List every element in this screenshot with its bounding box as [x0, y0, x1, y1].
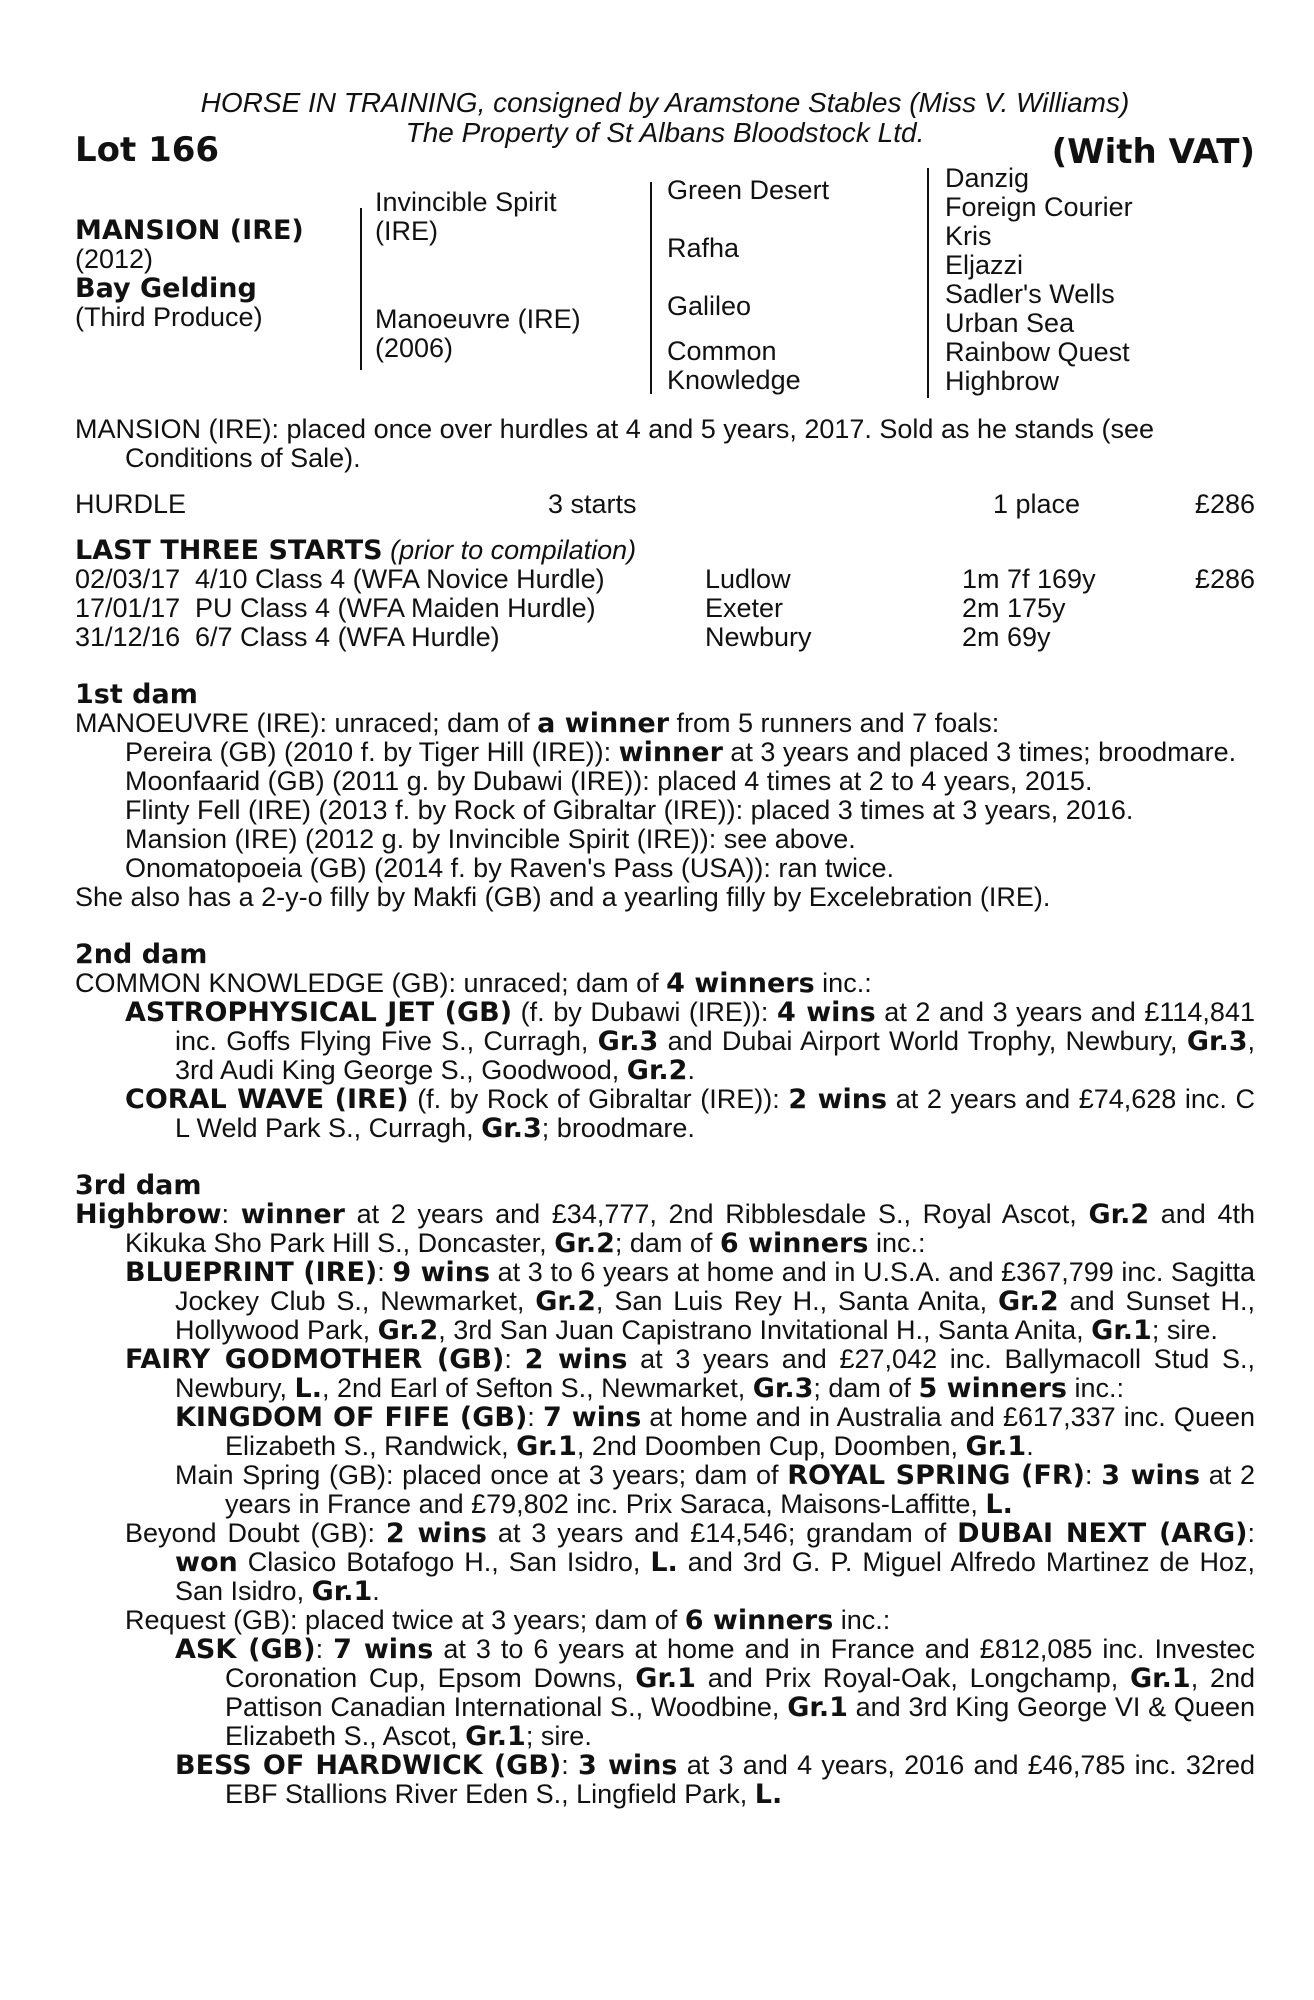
start-prize: £286: [1194, 564, 1255, 594]
produce-pereira: Pereira (GB) (2010 f. by Tiger Hill (IRE)): winner at 3 years and placed 3 times; broodmare.: [125, 737, 1237, 768]
produce-request: Request (GB): placed twice at 3 years; dam of 6 winners inc.:: [125, 1605, 891, 1636]
horse-year: (2012): [75, 244, 154, 274]
gen4-7: Rainbow Quest: [945, 337, 1130, 367]
lot-number: Lot 166: [75, 130, 220, 170]
produce-blueprint: BLUEPRINT (IRE): 9 wins at 3 to 6 years at home and in U.S.A. and £367,799 inc. Sagitta Jockey Club S., Newmarket, Gr.2, San Luis Rey H., Santa Anita, Gr.2 and Sunset H., Hollywood Park, Gr.2, 3rd San Juan Capistrano Invitational H., Santa Anita, Gr.1; sire.: [125, 1257, 1255, 1346]
pedigree-horse: [75, 216, 304, 332]
produce-onomatopoeia: Onomatopoeia (GB) (2014 f. by Raven's Pass (USA)): ran twice.: [125, 853, 894, 883]
third-dam-intro: Highbrow: winner at 2 years and £34,777, 2nd Ribblesdale S., Royal Ascot, Gr.2 and 4th Kikuka Sho Park Hill S., Doncaster, Gr.2; dam of 6 winners inc.:: [75, 1199, 1255, 1259]
dam-year: (2006): [375, 333, 454, 363]
produce-beyond-doubt: Beyond Doubt (GB): 2 wins at 3 years and £14,546; grandam of DUBAI NEXT (ARG): won Clasico Botafogo H., San Isidro, L. and 3rd G. P. Miguel Alfredo Martinez de Hoz, San Isidro, Gr.1.: [125, 1518, 1255, 1607]
pedigree-divider-2: [650, 182, 652, 394]
summary-line-1: MANSION (IRE): placed once over hurdles at 4 and 5 years, 2017. Sold as he stands (see: [75, 414, 1155, 444]
start-course: Newbury: [705, 622, 812, 652]
catalogue-page: [75, 88, 1255, 1809]
last-starts-note: (prior to compilation): [390, 535, 637, 565]
horse-sex: Bay Gelding: [75, 273, 257, 304]
gen4-1: Danzig: [945, 163, 1030, 193]
property-line: The Property of St Albans Bloodstock Ltd.: [405, 117, 925, 148]
horse-produce: (Third Produce): [75, 302, 263, 332]
last-starts-title: LAST THREE STARTS: [75, 535, 383, 566]
dam-name: Manoeuvre (IRE): [375, 304, 581, 334]
start-row: [75, 594, 1255, 623]
gen4-2: Foreign Courier: [945, 192, 1133, 222]
produce-flinty-fell: Flinty Fell (IRE) (2013 f. by Rock of Gibraltar (IRE)): placed 3 times at 3 years, 2016.: [125, 795, 1134, 825]
race-record: [75, 490, 1255, 519]
produce-astrophysical-jet: ASTROPHYSICAL JET (GB) (f. by Dubawi (IRE)): 4 wins at 2 and 3 years and £114,841 inc. Goffs Flying Five S., Curragh, Gr.3 and Dubai Airport World Trophy, Newbury, Gr.3, 3rd Audi King George S., Goodwood, Gr.2.: [125, 997, 1255, 1086]
produce-bess-of-hardwick: BESS OF HARDWICK (GB): 3 wins at 3 and 4 years, 2016 and £46,785 inc. 32red EBF Stallions River Eden S., Lingfield Park, L.: [175, 1750, 1255, 1810]
gen4-8: Highbrow: [945, 366, 1060, 396]
pedigree-divider-1: [360, 208, 362, 370]
start-distance: 1m 7f 169y: [962, 564, 1096, 594]
pedigree-table: [75, 163, 1255, 407]
produce-kingdom-of-fife: KINGDOM OF FIFE (GB): 7 wins at home and in Australia and £617,337 inc. Queen Elizabeth S., Randwick, Gr.1, 2nd Doomben Cup, Doomben, Gr.1.: [175, 1402, 1256, 1462]
horse-name: MANSION (IRE): [75, 215, 304, 246]
record-places: 1 place: [993, 489, 1081, 519]
pedigree-divider-3: [927, 168, 929, 398]
summary-line-2: Conditions of Sale).: [125, 443, 361, 473]
pedigree-dam: [375, 305, 581, 363]
start-row: [75, 623, 1255, 652]
record-type: HURDLE: [75, 489, 187, 519]
last-three-starts: [75, 536, 1255, 652]
produce-moonfaarid: Moonfaarid (GB) (2011 g. by Dubawi (IRE)): placed 4 times at 2 to 4 years, 2015.: [125, 766, 1093, 796]
second-dam-section: [75, 940, 1255, 1143]
start-distance: 2m 175y: [962, 593, 1066, 623]
record-starts: 3 starts: [548, 489, 637, 519]
start-row: [75, 565, 1255, 594]
gen4-3: Kris: [945, 221, 992, 251]
produce-main-spring: Main Spring (GB): placed once at 3 years; dam of ROYAL SPRING (FR): 3 wins at 2 years in France and £79,802 inc. Prix Saraca, Maisons-Laffitte, L.: [175, 1460, 1255, 1520]
produce-coral-wave: CORAL WAVE (IRE) (f. by Rock of Gibraltar (IRE)): 2 wins at 2 years and £74,628 inc. C L Weld Park S., Curragh, Gr.3; broodmare.: [125, 1084, 1256, 1144]
pedigree-sire: [375, 188, 557, 246]
record-earnings: £286: [1194, 489, 1255, 519]
gen4-4: Eljazzi: [945, 250, 1024, 280]
first-dam-intro: MANOEUVRE (IRE): unraced; dam of a winner from 5 runners and 7 foals:: [75, 708, 1000, 739]
start-date: 17/01/17: [75, 593, 181, 623]
second-dam-heading: 2nd dam: [75, 939, 208, 970]
gen3-dam-sire: Galileo: [667, 291, 752, 321]
start-race: 6/7 Class 4 (WFA Hurdle): [195, 622, 500, 652]
pedigree-gen4: [945, 164, 1133, 396]
start-date: 02/03/17: [75, 564, 181, 594]
start-date: 31/12/16: [75, 622, 181, 652]
pedigree-gen3: [667, 176, 829, 395]
second-dam-intro: COMMON KNOWLEDGE (GB): unraced; dam of 4 winners inc.:: [75, 968, 872, 999]
gen3-dam-dam-1: Common: [667, 336, 777, 366]
first-dam-section: [75, 680, 1255, 912]
start-course: Exeter: [705, 593, 784, 623]
start-race: PU Class 4 (WFA Maiden Hurdle): [195, 593, 596, 623]
consignor-line: HORSE IN TRAINING, consigned by Aramstone Stables (Miss V. Williams): [200, 87, 1130, 118]
produce-mansion: Mansion (IRE) (2012 g. by Invincible Spirit (IRE)): see above.: [125, 824, 856, 854]
summary: [75, 415, 1255, 473]
produce-note: She also has a 2-y-o filly by Makfi (GB) and a yearling filly by Excelebration (IRE).: [75, 882, 1051, 912]
start-distance: 2m 69y: [962, 622, 1051, 652]
sire-name: Invincible Spirit: [375, 187, 557, 217]
gen4-6: Urban Sea: [945, 308, 1075, 338]
third-dam-heading: 3rd dam: [75, 1170, 202, 1201]
produce-ask: ASK (GB): 7 wins at 3 to 6 years at home and in France and £812,085 inc. Investec Coronation Cup, Epsom Downs, Gr.1 and Prix Royal-Oak, Longchamp, Gr.1, 2nd Pattison Canadian International S., Woodbine, Gr.1 and 3rd King George VI & Queen Elizabeth S., Ascot, Gr.1; sire.: [175, 1634, 1256, 1752]
gen3-dam-dam-2: Knowledge: [667, 365, 801, 395]
gen3-sire-sire: Green Desert: [667, 175, 830, 205]
gen4-5: Sadler's Wells: [945, 279, 1115, 309]
third-dam-section: [75, 1171, 1255, 1809]
first-dam-heading: 1st dam: [75, 679, 198, 710]
produce-fairy-godmother: FAIRY GODMOTHER (GB): 2 wins at 3 years and £27,042 inc. Ballymacoll Stud S., Newbury, L., 2nd Earl of Sefton S., Newmarket, Gr.3; dam of 5 winners inc.:: [125, 1344, 1255, 1404]
sire-country: (IRE): [375, 216, 438, 246]
start-race: 4/10 Class 4 (WFA Novice Hurdle): [195, 564, 605, 594]
vat-status: (With VAT): [1051, 132, 1255, 172]
start-course: Ludlow: [705, 564, 791, 594]
gen3-sire-dam: Rafha: [667, 233, 740, 263]
